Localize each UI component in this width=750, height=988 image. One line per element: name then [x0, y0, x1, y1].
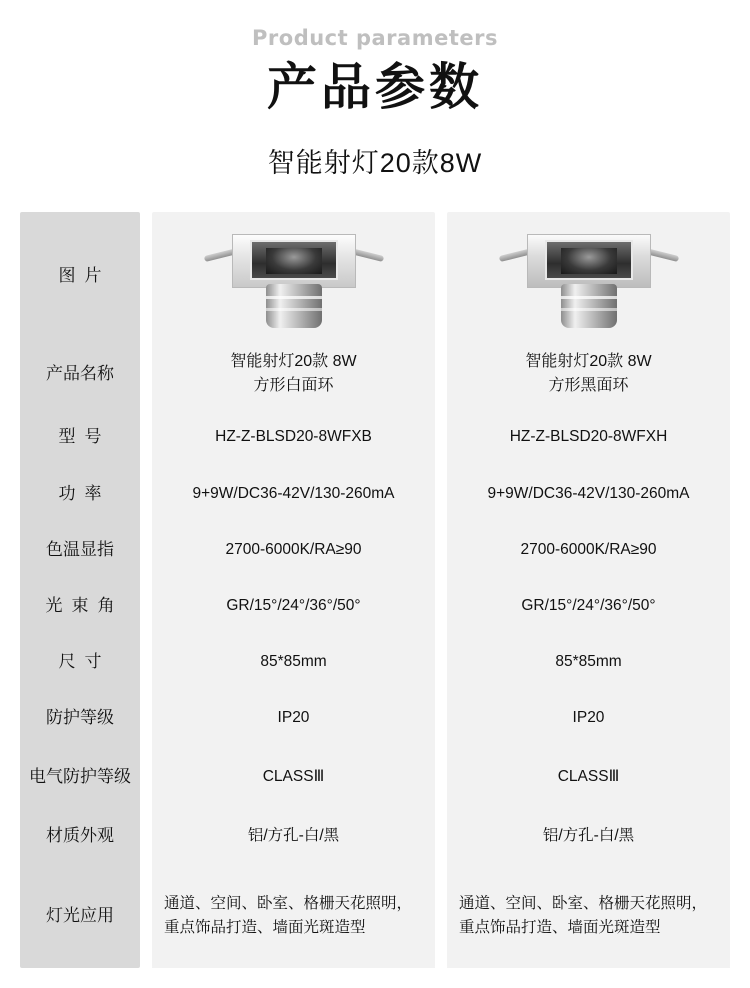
product-electrical-class-2: CLASSⅢ [447, 746, 730, 808]
lamp-body-icon [561, 284, 617, 328]
product-material-1: 铝/方孔-白/黑 [152, 808, 435, 864]
page-header [0, 0, 750, 180]
product-subtitle: 智能射灯20款8W [267, 148, 483, 178]
product-size-1: 85*85mm [152, 634, 435, 690]
product-power-2: 9+9W/DC36-42V/130-260mA [447, 466, 730, 522]
product-column-2 [447, 212, 730, 968]
product-size-2: 85*85mm [447, 634, 730, 690]
label-application: 灯光应用 [46, 906, 114, 926]
label-size: 尺寸 [58, 652, 111, 672]
label-electrical-class: 电气防护等级 [29, 767, 131, 787]
product-model-2: HZ-Z-BLSD20-8WFXH [447, 408, 730, 466]
label-beam-angle: 光束角 [45, 596, 124, 616]
product-cct-cri-1: 2700-6000K/RA≥90 [152, 522, 435, 578]
spec-table [20, 212, 730, 968]
label-cct-cri: 色温显指 [46, 540, 114, 560]
product-ip-rating-2: IP20 [447, 690, 730, 746]
product-column-1 [152, 212, 435, 968]
product-image-1 [152, 212, 435, 340]
product-application-2: 通道、空间、卧室、格栅天花照明，重点饰品打造、墙面光斑造型 [447, 864, 730, 968]
product-name-line1: 智能射灯20款 8W [230, 352, 357, 370]
product-beam-angle-2: GR/15°/24°/36°/50° [447, 578, 730, 634]
product-name-line1: 智能射灯20款 8W [525, 352, 652, 370]
product-image-2 [447, 212, 730, 340]
product-power-1: 9+9W/DC36-42V/130-260mA [152, 466, 435, 522]
product-electrical-class-1: CLASSⅢ [152, 746, 435, 808]
label-model: 型号 [58, 427, 111, 447]
product-name-1 [152, 340, 435, 408]
label-product-name: 产品名称 [46, 364, 114, 384]
english-title: Product parameters [252, 26, 498, 50]
product-material-2: 铝/方孔-白/黑 [447, 808, 730, 864]
spotlight-illustration-icon [204, 222, 384, 330]
spotlight-illustration-icon [499, 222, 679, 330]
label-image: 图片 [58, 266, 111, 286]
page-title: 产品参数 [267, 59, 483, 115]
product-application-1: 通道、空间、卧室、格栅天花照明，重点饰品打造、墙面光斑造型 [152, 864, 435, 968]
spec-label-column [20, 212, 140, 968]
product-name-2 [447, 340, 730, 408]
lamp-body-icon [266, 284, 322, 328]
label-ip-rating: 防护等级 [46, 708, 114, 728]
lamp-aperture-icon [250, 240, 338, 280]
label-power: 功率 [58, 484, 111, 504]
product-ip-rating-1: IP20 [152, 690, 435, 746]
label-material: 材质外观 [46, 826, 114, 846]
product-model-1: HZ-Z-BLSD20-8WFXB [152, 408, 435, 466]
product-beam-angle-1: GR/15°/24°/36°/50° [152, 578, 435, 634]
product-name-line2: 方形黑面环 [548, 376, 629, 394]
product-cct-cri-2: 2700-6000K/RA≥90 [447, 522, 730, 578]
lamp-aperture-icon [545, 240, 633, 280]
product-name-line2: 方形白面环 [253, 376, 334, 394]
